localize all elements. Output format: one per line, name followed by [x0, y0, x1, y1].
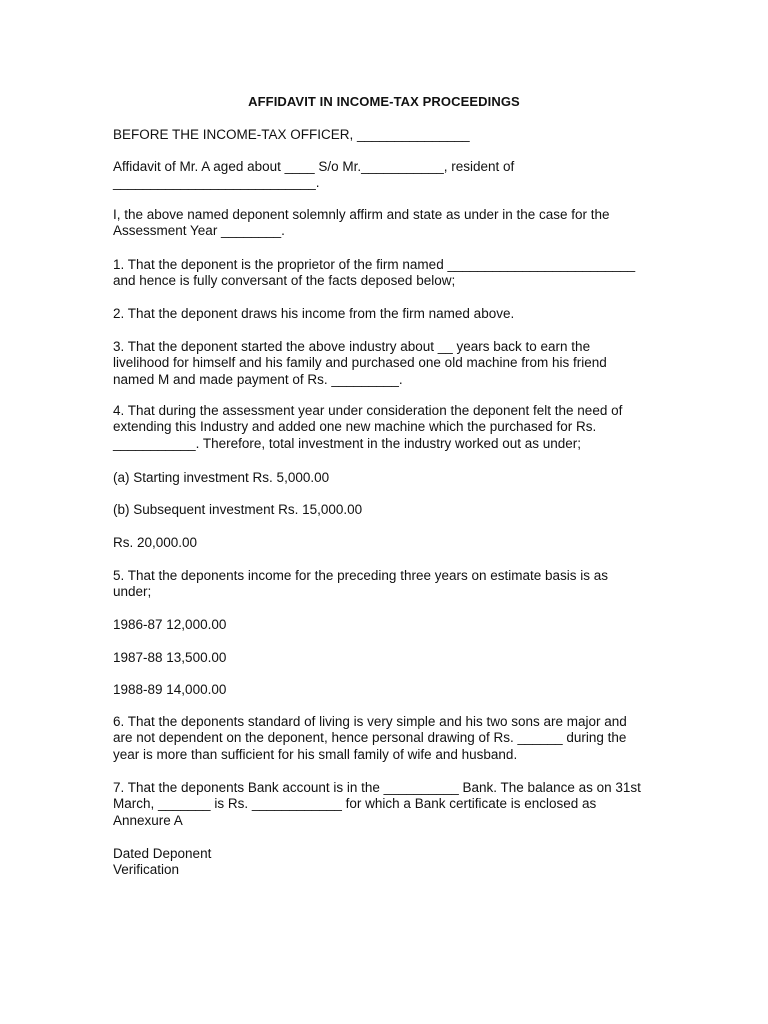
- income-1987-88: 1987-88 13,500.00: [113, 650, 227, 665]
- clause-7: 7. That the deponents Bank account is in the __________ Bank. The balance as on 31st March, _______ is Rs. ____________ for which a Bank certificate is enclosed as Annexure A: [113, 780, 641, 828]
- total-investment: Rs. 20,000.00: [113, 535, 198, 550]
- affiant-details: Affidavit of Mr. A aged about ____ S/o Mr.___________, resident of ___________________________.: [113, 159, 515, 191]
- starting-investment: (a) Starting investment Rs. 5,000.00: [113, 470, 330, 485]
- clause-4: 4. That during the assessment year under consideration the deponent felt the need of extending this Industry and added one new machine which the purchased for Rs. ___________. Therefore, total investment in the industry worked out as under;: [113, 403, 623, 451]
- clause-3: 3. That the deponent started the above industry about __ years back to earn the livelihood for himself and his family and purchased one old machine from his friend named M and made payment of Rs. _________.: [113, 339, 607, 387]
- subsequent-investment: (b) Subsequent investment Rs. 15,000.00: [113, 502, 363, 517]
- clause-6: 6. That the deponents standard of living is very simple and his two sons are major and are not dependent on the deponent, hence personal drawing of Rs. ______ during the year is more than sufficient for his small family of wife and husband.: [113, 714, 627, 762]
- affirmation-statement: I, the above named deponent solemnly affirm and state as under in the case for the Assessment Year ________.: [113, 207, 610, 239]
- clause-2: 2. That the deponent draws his income from the firm named above.: [113, 306, 515, 321]
- clause-5: 5. That the deponents income for the preceding three years on estimate basis is as under;: [113, 568, 609, 600]
- income-1986-87: 1986-87 12,000.00: [113, 617, 227, 632]
- document-title: AFFIDAVIT IN INCOME-TAX PROCEEDINGS: [248, 94, 520, 109]
- income-1988-89: 1988-89 14,000.00: [113, 682, 227, 697]
- addressee-line: BEFORE THE INCOME-TAX OFFICER, _______________: [113, 127, 470, 142]
- clause-1: 1. That the deponent is the proprietor of the firm named _________________________ and hence is fully conversant of the facts deposed below;: [113, 257, 636, 289]
- dated-deponent-verification: Dated Deponent Verification: [113, 846, 212, 878]
